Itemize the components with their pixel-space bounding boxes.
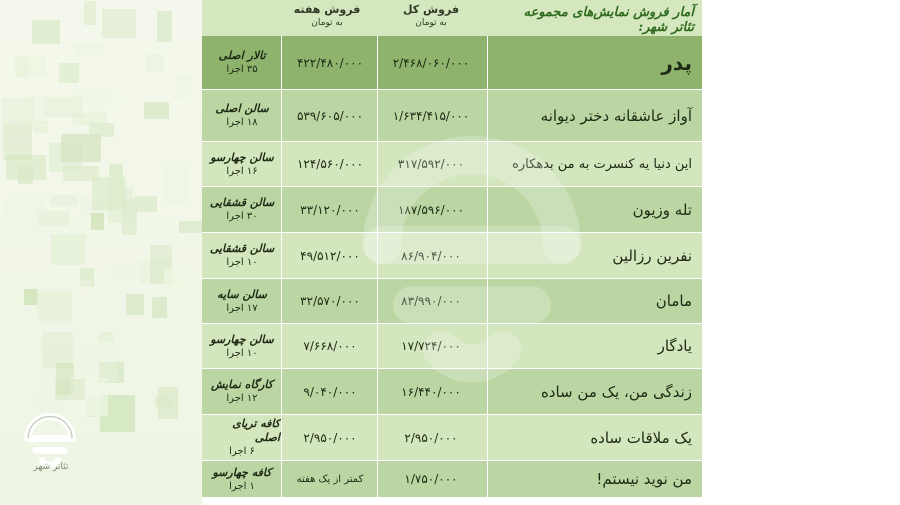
column-divider xyxy=(487,36,488,497)
weekly-sales: ۱۲۴/۵۶۰/۰۰۰ xyxy=(296,157,364,171)
weekly-sales: ۹/۰۴۰/۰۰۰ xyxy=(303,384,357,399)
performance-count: ۱۰ اجرا xyxy=(226,347,258,359)
weekly-sales: کمتر از یک هفته xyxy=(296,473,364,485)
table-header xyxy=(202,0,702,37)
header-total-unit: به تومان xyxy=(415,18,447,28)
sales-table xyxy=(202,0,702,497)
venue-cell xyxy=(204,233,280,278)
mosaic-tile xyxy=(155,397,172,407)
header-week-unit: به تومان xyxy=(311,18,343,28)
performance-count: ۱ اجرا xyxy=(229,480,255,492)
performance-count: ۱۸ اجرا xyxy=(226,117,258,128)
mosaic-tile xyxy=(73,113,107,125)
logo-caption: تئاتر شهر xyxy=(33,462,69,472)
mosaic-tile xyxy=(144,102,169,119)
venue-name: سالن سایه xyxy=(217,287,267,301)
mosaic-tile xyxy=(163,166,188,205)
mosaic-tile xyxy=(164,268,189,293)
table-row xyxy=(202,187,702,233)
performance-count: ۳۵ اجرا xyxy=(226,64,258,75)
table-row xyxy=(202,324,702,369)
performance-count: ۱۲ اجرا xyxy=(226,393,258,404)
mosaic-tile xyxy=(102,9,136,38)
mosaic-tile xyxy=(63,166,99,181)
total-sales: ۱۸۷/۵۹۶/۰۰۰ xyxy=(397,202,465,217)
show-title: پدر xyxy=(661,50,692,75)
mosaic-tile xyxy=(55,379,85,400)
mosaic-tile xyxy=(5,198,38,217)
venue-name: سالن قشقایی xyxy=(209,196,275,209)
table-row xyxy=(202,233,702,279)
venue-cell xyxy=(204,187,280,232)
show-title: زندگی من، یک من ساده xyxy=(540,382,692,401)
venue-name: سالن چهارسو xyxy=(210,150,274,164)
header-total-sales xyxy=(376,3,486,29)
header-week-label: فروش هفته xyxy=(293,3,361,16)
total-sales: ۳۱۷/۵۹۲/۰۰۰ xyxy=(397,157,465,171)
venue-cell xyxy=(204,324,280,368)
venue-cell xyxy=(204,461,280,497)
total-sales: ۱۷/۷۲۴/۰۰۰ xyxy=(401,339,461,353)
show-title: این دنیا یه کنسرت به من بدهکاره xyxy=(512,156,692,172)
mosaic-tile xyxy=(24,289,38,305)
weekly-sales: ۴۹/۵۱۲/۰۰۰ xyxy=(300,248,360,263)
column-divider xyxy=(377,36,378,497)
performance-count: ۱۰ اجرا xyxy=(226,257,258,268)
mosaic-tile xyxy=(92,177,126,210)
venue-cell xyxy=(204,142,280,186)
table-row xyxy=(202,279,702,324)
mosaic-tile xyxy=(89,123,114,137)
table-row xyxy=(202,142,702,187)
mosaic-tile xyxy=(32,20,60,44)
venue-cell xyxy=(204,415,280,460)
total-sales: ۱۶/۴۴۰/۰۰۰ xyxy=(401,384,461,399)
total-sales: ۲/۹۵۰/۰۰۰ xyxy=(404,430,458,445)
table-title: آمار فروش نمایش‌های مجموعه تئاتر شهر: xyxy=(523,5,694,35)
total-sales: ۲/۴۶۸/۰۶۰/۰۰۰ xyxy=(392,55,470,70)
total-sales: ۱/۶۳۴/۴۱۵/۰۰۰ xyxy=(392,108,470,123)
mosaic-tile xyxy=(61,134,101,162)
weekly-sales: ۵۳۹/۶۰۵/۰۰۰ xyxy=(296,108,364,123)
mosaic-tile xyxy=(135,196,157,212)
header-total-label: فروش کل xyxy=(402,3,460,16)
total-sales: ۸۶/۹۰۴/۰۰۰ xyxy=(401,248,461,263)
venue-name: سالن قشقایی xyxy=(209,242,275,255)
show-title: تله وزیون xyxy=(632,200,692,219)
performance-count: ۶ اجرا xyxy=(229,446,255,457)
weekly-sales: ۲/۹۵۰/۰۰۰ xyxy=(303,430,357,445)
show-title: یادگار xyxy=(657,337,692,355)
table-row xyxy=(202,369,702,415)
total-sales: ۸۳/۹۹۰/۰۰۰ xyxy=(401,294,461,308)
weekly-sales: ۳۳/۱۲۰/۰۰۰ xyxy=(300,202,360,217)
venue-name: کافه چهارسو xyxy=(212,465,272,479)
venue-cell xyxy=(204,36,280,89)
mosaic-tile xyxy=(15,57,29,77)
performance-count: ۳۰ اجرا xyxy=(226,211,258,222)
show-title: آواز عاشقانه دختر دیوانه xyxy=(540,106,692,125)
weekly-sales: ۴۲۲/۴۸۰/۰۰۰ xyxy=(296,55,364,70)
mosaic-tile xyxy=(34,121,48,133)
mosaic-tile xyxy=(37,291,72,321)
mosaic-tile xyxy=(83,345,117,382)
venue-cell xyxy=(204,90,280,141)
mosaic-tile xyxy=(74,43,104,55)
show-title: من نوید نیستم! xyxy=(596,470,692,488)
column-divider xyxy=(281,36,282,497)
venue-name: کارگاه نمایش xyxy=(211,378,273,391)
mosaic-tile xyxy=(152,297,167,318)
right-background xyxy=(702,0,900,505)
table-row xyxy=(202,36,702,90)
mosaic-tile xyxy=(51,234,86,265)
venue-name: کافه تریای اصلی xyxy=(232,417,280,444)
performance-count: ۱۷ اجرا xyxy=(226,302,258,314)
show-title: مامان xyxy=(655,292,692,310)
mosaic-tile xyxy=(179,221,204,233)
mosaic-tile xyxy=(84,1,96,25)
venue-cell xyxy=(204,369,280,414)
mosaic-tile xyxy=(79,280,91,313)
mosaic-tile xyxy=(126,294,144,315)
header-weekly-sales xyxy=(282,3,372,29)
show-title: نفرین رزالین xyxy=(612,246,692,265)
mosaic-tile xyxy=(89,100,103,114)
mosaic-tile xyxy=(18,165,33,184)
venue-cell xyxy=(204,279,280,323)
venue-name: سالن اصلی xyxy=(215,102,269,115)
venue-name: سالن چهارسو xyxy=(210,332,274,346)
mosaic-tile xyxy=(59,63,79,83)
show-title: یک ملاقات ساده xyxy=(590,428,692,447)
table-row xyxy=(202,90,702,142)
mosaic-tile xyxy=(2,98,34,129)
mosaic-tile xyxy=(108,264,137,280)
weekly-sales: ۷/۶۶۸/۰۰۰ xyxy=(303,339,357,353)
mosaic-tile xyxy=(91,213,104,230)
table-row xyxy=(202,415,702,461)
mosaic-tile xyxy=(146,54,164,72)
table-row xyxy=(202,461,702,498)
weekly-sales: ۳۲/۵۷۰/۰۰۰ xyxy=(300,294,360,308)
mosaic-tile xyxy=(99,332,113,342)
performance-count: ۱۶ اجرا xyxy=(226,165,258,177)
venue-name: تالار اصلی xyxy=(218,49,266,62)
total-sales: ۱/۷۵۰/۰۰۰ xyxy=(404,472,458,486)
mosaic-tile xyxy=(51,195,77,206)
mosaic-tile xyxy=(157,11,172,42)
mosaic-tile xyxy=(176,75,191,98)
